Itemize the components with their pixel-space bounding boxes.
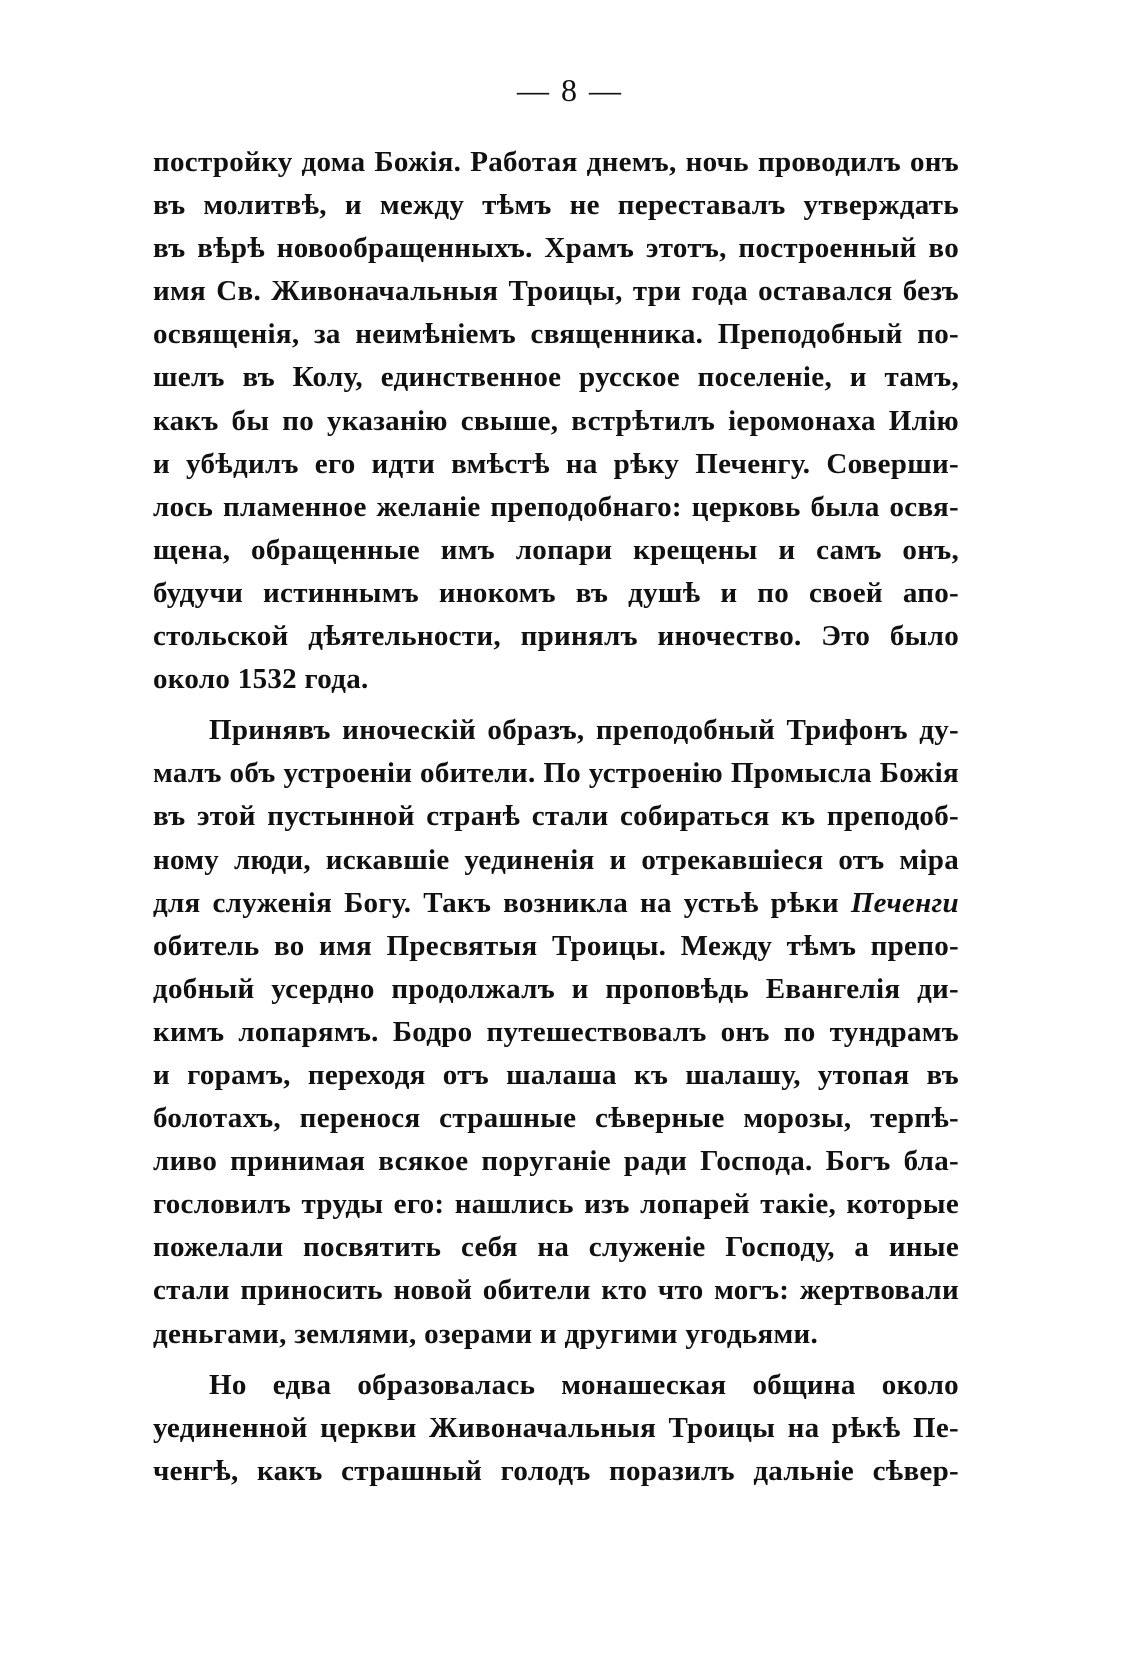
text-line: Но едва образовалась монашеская община около [209, 1368, 959, 1401]
text-line: гословилъ труды его: нашлись изъ лопарей такіе, которые [153, 1188, 959, 1221]
paragraph-gap [153, 701, 959, 709]
text-line: постройку дома Божія. Работая днемъ, ночь проводилъ онъ [153, 146, 959, 178]
text-line: ченгѣ, какъ страшный голодъ поразилъ дальніе сѣвер- [153, 1454, 959, 1487]
paragraph-3 [153, 1364, 959, 1493]
text-line: имя Св. Живоначальныя Троицы, три года оставался безъ [153, 275, 959, 308]
text-line: обитель во имя Пресвятыя Троицы. Между тѣмъ препо- [153, 929, 959, 962]
paragraph-2 [153, 709, 959, 1355]
italic-word: Печенги [850, 886, 959, 919]
text-line-with-italic [153, 882, 959, 925]
paragraph-gap [153, 1356, 959, 1364]
text-line: уединенной церкви Живоначальныя Троицы на рѣкѣ Пе- [153, 1411, 959, 1444]
paragraph-1 [153, 141, 959, 701]
text-line: ливо принимая всякое поруганіе ради Господа. Богъ бла- [153, 1145, 959, 1178]
text-line: Принявъ иноческій образъ, преподобный Трифонъ ду- [209, 714, 959, 747]
text-line: кимъ лопарямъ. Бодро путешествовалъ онъ по тундрамъ [153, 1015, 959, 1048]
text-line: добный усердно продолжалъ и проповѣдь Евангелія ди- [153, 972, 959, 1005]
text-line: щена, обращенные имъ лопари крещены и самъ онъ, [153, 533, 959, 566]
text-line: въ этой пустынной странѣ стали собираться къ преподоб- [153, 800, 959, 833]
text-line: около 1532 года. [153, 663, 369, 696]
text-line: будучи истиннымъ инокомъ въ душѣ и по своей апо- [153, 576, 959, 609]
text-line: освященія, за неимѣніемъ священника. Преподобный по- [153, 318, 959, 351]
text-line: болотахъ, перенося страшные сѣверные морозы, терпѣ- [153, 1102, 959, 1135]
text-line: и горамъ, переходя отъ шалаша къ шалашу, утопая въ [153, 1058, 959, 1091]
body-text [153, 141, 959, 1493]
text-line: пожелали посвятить себя на служеніе Господу, а иные [153, 1231, 959, 1264]
text-line: какъ бы по указанію свыше, встрѣтилъ іеромонаха Илію [153, 404, 959, 437]
text-line: деньгами, землями, озерами и другими угодьями. [153, 1317, 819, 1350]
text-line: стольской дѣятельности, принялъ иночество. Это было [153, 620, 959, 653]
text-line: ному люди, искавшіе уединенія и отрекавшіеся отъ міра [153, 843, 959, 876]
text-line: въ вѣрѣ новообращенныхъ. Храмъ этотъ, построенный во [153, 232, 959, 265]
text-line: малъ объ устроеніи обители. По устроенію Промысла Божія [153, 757, 959, 790]
page-number: — 8 — [517, 72, 623, 108]
text-line: въ молитвѣ, и между тѣмъ не переставалъ утверждать [153, 189, 959, 222]
text-line: лось пламенное желаніе преподобнаго: церковь была освя- [153, 490, 959, 523]
text-line: стали приносить новой обители кто что могъ: жертвовали [153, 1274, 959, 1307]
text-line: и убѣдилъ его идти вмѣстѣ на рѣку Печенгу. Соверши- [153, 447, 959, 480]
text-segment: для служенія Богу. Такъ возникла на устьѣ рѣки [153, 886, 839, 919]
text-line: шелъ въ Колу, единственное русское поселеніе, и тамъ, [153, 361, 959, 394]
